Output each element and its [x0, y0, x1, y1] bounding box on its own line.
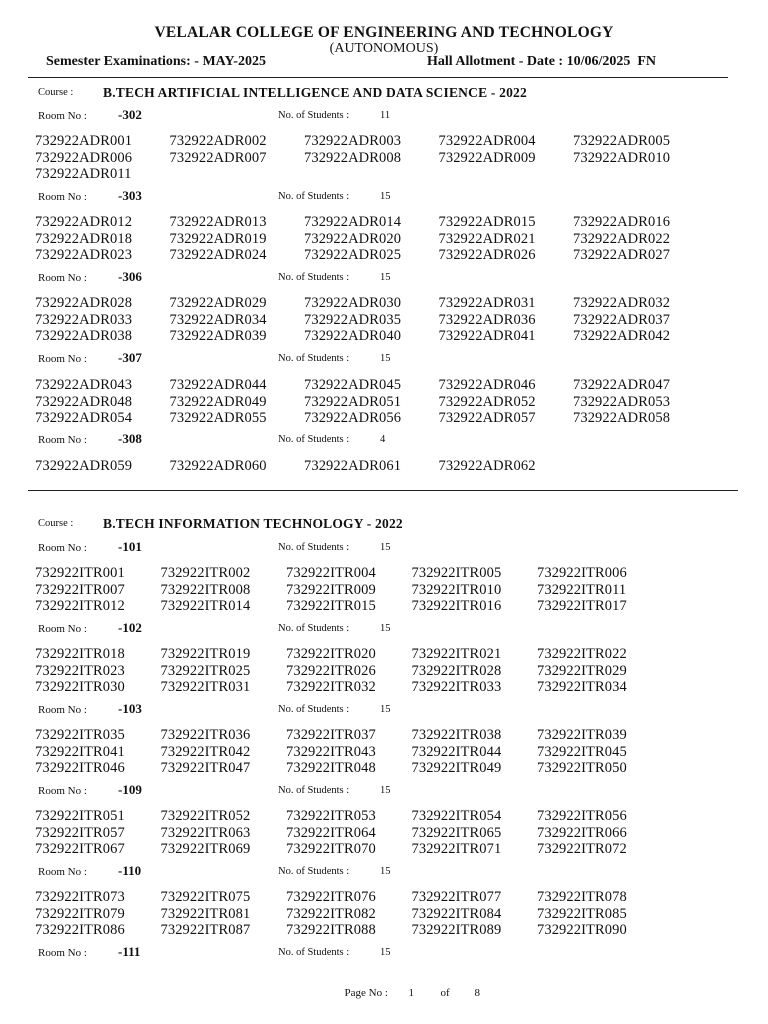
- student-count: 15: [380, 623, 391, 634]
- register-number: 732922ADR025: [304, 247, 402, 263]
- register-number: 732922ITR026: [286, 662, 376, 679]
- register-number: 732922ITR028: [411, 662, 502, 679]
- register-number: 732922ADR008: [304, 149, 402, 166]
- register-number: 732922ITR045: [537, 743, 627, 760]
- register-number: 732922ADR041: [438, 328, 536, 344]
- register-number: 732922ITR078: [537, 889, 627, 905]
- register-number: 732922ITR066: [537, 824, 627, 841]
- register-number: 732922ADR004: [438, 133, 536, 149]
- room-number: -109: [118, 782, 142, 797]
- header-divider: [28, 77, 728, 78]
- register-number: 732922ADR032: [573, 295, 671, 311]
- register-number: 732922ITR056: [537, 808, 627, 824]
- students-label: No. of Students :: [278, 785, 350, 796]
- register-number: 732922ADR031: [438, 295, 536, 311]
- register-number: 732922ITR039: [537, 727, 627, 743]
- student-count: 15: [380, 785, 391, 796]
- autonomous-status: (AUTONOMOUS): [329, 41, 439, 56]
- register-number: 732922ITR014: [160, 598, 251, 614]
- register-list: [35, 808, 663, 858]
- register-number: 732922ADR015: [438, 214, 536, 230]
- register-number: 732922ADR018: [35, 230, 133, 247]
- register-number: 732922ADR009: [438, 149, 536, 166]
- register-number: 732922ADR055: [169, 410, 267, 426]
- register-number: 732922ITR023: [35, 662, 125, 679]
- register-number: 732922ITR005: [411, 565, 502, 581]
- student-count: 15: [380, 353, 391, 364]
- register-number: 732922ITR006: [537, 565, 627, 581]
- register-number: 732922ADR003: [304, 133, 402, 149]
- room-number: -303: [118, 188, 142, 203]
- register-list: [35, 458, 708, 475]
- register-number: 732922ITR090: [537, 922, 627, 938]
- register-number: 732922ADR007: [169, 149, 267, 166]
- register-number: 732922ADR047: [573, 377, 671, 393]
- register-number: 732922ADR043: [35, 377, 133, 393]
- course-label: Course :: [38, 518, 74, 529]
- room-header: [38, 944, 458, 960]
- register-number: 732922ITR086: [35, 922, 125, 938]
- register-number: 732922ITR033: [411, 679, 502, 695]
- register-number: 732922ITR012: [35, 598, 125, 614]
- page-number: 1: [408, 987, 414, 999]
- register-number: 732922ITR054: [411, 808, 502, 824]
- register-number: 732922ADR053: [573, 393, 671, 410]
- register-number: 732922ITR077: [411, 889, 502, 905]
- register-number: 732922ADR045: [304, 377, 402, 393]
- room-header: [38, 350, 458, 366]
- student-count: 15: [380, 191, 391, 202]
- register-number: 732922ITR032: [286, 679, 376, 695]
- register-number: 732922ADR028: [35, 295, 133, 311]
- register-number: 732922ADR016: [573, 214, 671, 230]
- register-number: 732922ADR010: [573, 149, 671, 166]
- register-number: 732922ITR087: [160, 922, 251, 938]
- room-number: -302: [118, 107, 142, 122]
- register-number: 732922ITR069: [160, 841, 251, 857]
- register-number: 732922ITR036: [160, 727, 251, 743]
- register-number: 732922ITR002: [160, 565, 251, 581]
- register-number: 732922ADR042: [573, 328, 671, 344]
- register-number: 732922ADR036: [438, 311, 536, 328]
- register-number: 732922ITR088: [286, 922, 376, 938]
- register-number: 732922ITR015: [286, 598, 376, 614]
- register-number: 732922ADR044: [169, 377, 267, 393]
- register-number: 732922ADR005: [573, 133, 671, 149]
- register-number: 732922ADR027: [573, 247, 671, 263]
- register-number: 732922ITR072: [537, 841, 627, 857]
- student-count: 15: [380, 542, 391, 553]
- register-number: 732922ADR038: [35, 328, 133, 344]
- register-number: 732922ITR085: [537, 905, 627, 922]
- section-divider: [28, 490, 738, 491]
- register-number: 732922ITR063: [160, 824, 251, 841]
- register-number: 732922ADR033: [35, 311, 133, 328]
- student-count: 11: [380, 110, 391, 121]
- register-number: 732922ITR070: [286, 841, 376, 857]
- register-number: 732922ITR052: [160, 808, 251, 824]
- room-number: -102: [118, 620, 142, 635]
- register-list: [35, 214, 708, 264]
- register-number: 732922ITR017: [537, 598, 627, 614]
- students-label: No. of Students :: [278, 272, 350, 283]
- room-number: -308: [118, 431, 142, 446]
- register-number: 732922ADR012: [35, 214, 133, 230]
- students-label: No. of Students :: [278, 542, 350, 553]
- register-number: 732922ITR064: [286, 824, 376, 841]
- register-number: 732922ADR057: [438, 410, 536, 426]
- students-label: No. of Students :: [278, 434, 350, 445]
- register-number: 732922ADR058: [573, 410, 671, 426]
- register-number: 732922ITR004: [286, 565, 376, 581]
- register-number: 732922ADR062: [438, 458, 536, 474]
- room-header: [38, 188, 458, 204]
- register-number: 732922ADR046: [438, 377, 536, 393]
- register-number: 732922ITR010: [411, 581, 502, 598]
- room-number: -111: [118, 944, 141, 959]
- register-list: [35, 889, 663, 939]
- register-number: 732922ITR082: [286, 905, 376, 922]
- register-number: 732922ADR011: [35, 166, 132, 182]
- register-number: 732922ADR020: [304, 230, 402, 247]
- room-label: Room No :: [38, 785, 87, 797]
- room-header: [38, 863, 458, 879]
- room-header: [38, 539, 458, 555]
- register-number: 732922ITR084: [411, 905, 502, 922]
- student-count: 15: [380, 866, 391, 877]
- register-number: 732922ITR021: [411, 646, 502, 662]
- semester-title: Semester Examinations: - MAY-2025: [46, 54, 266, 69]
- register-number: 732922ITR031: [160, 679, 251, 695]
- register-number: 732922ITR029: [537, 662, 627, 679]
- register-number: 732922ITR089: [411, 922, 502, 938]
- register-number: 732922ITR018: [35, 646, 125, 662]
- register-number: 732922ITR009: [286, 581, 376, 598]
- register-number: 732922ITR043: [286, 743, 376, 760]
- register-number: 732922ITR019: [160, 646, 251, 662]
- register-number: 732922ITR057: [35, 824, 125, 841]
- register-number: 732922ITR001: [35, 565, 125, 581]
- student-count: 4: [380, 434, 386, 445]
- register-number: 732922ADR037: [573, 311, 671, 328]
- register-number: 732922ITR020: [286, 646, 376, 662]
- student-count: 15: [380, 704, 391, 715]
- register-number: 732922ADR023: [35, 247, 133, 263]
- register-number: 732922ITR075: [160, 889, 251, 905]
- register-number: 732922ITR042: [160, 743, 251, 760]
- course-name: B.TECH INFORMATION TECHNOLOGY - 2022: [103, 516, 403, 531]
- register-number: 732922ADR035: [304, 311, 402, 328]
- register-number: 732922ITR076: [286, 889, 376, 905]
- students-label: No. of Students :: [278, 353, 350, 364]
- register-number: 732922ADR019: [169, 230, 267, 247]
- register-number: 732922ITR046: [35, 760, 125, 776]
- register-list: [35, 295, 708, 345]
- register-number: 732922ADR040: [304, 328, 402, 344]
- register-number: 732922ITR030: [35, 679, 125, 695]
- register-number: 732922ADR048: [35, 393, 133, 410]
- college-name: VELALAR COLLEGE OF ENGINEERING AND TECHNOLOGY: [154, 24, 614, 41]
- register-number: 732922ADR060: [169, 458, 267, 474]
- students-label: No. of Students :: [278, 704, 350, 715]
- register-number: 732922ITR037: [286, 727, 376, 743]
- room-header: [38, 620, 458, 636]
- room-header: [38, 782, 458, 798]
- register-number: 732922ITR081: [160, 905, 251, 922]
- register-number: 732922ADR013: [169, 214, 267, 230]
- register-number: 732922ITR034: [537, 679, 627, 695]
- register-number: 732922ADR014: [304, 214, 402, 230]
- register-number: 732922ADR002: [169, 133, 267, 149]
- room-number: -103: [118, 701, 142, 716]
- register-list: [35, 727, 663, 777]
- register-number: 732922ITR071: [411, 841, 502, 857]
- room-number: -306: [118, 269, 142, 284]
- student-count: 15: [380, 272, 391, 283]
- register-number: 732922ADR051: [304, 393, 402, 410]
- register-number: 732922ADR039: [169, 328, 267, 344]
- room-label: Room No :: [38, 704, 87, 716]
- register-list: [35, 646, 663, 696]
- register-number: 732922ADR054: [35, 410, 133, 426]
- register-number: 732922ITR047: [160, 760, 251, 776]
- room-label: Room No :: [38, 110, 87, 122]
- room-label: Room No :: [38, 272, 87, 284]
- student-count: 15: [380, 947, 391, 958]
- of-label: of: [440, 987, 450, 999]
- register-number: 732922ITR065: [411, 824, 502, 841]
- page-total: 8: [474, 987, 480, 999]
- students-label: No. of Students :: [278, 623, 350, 634]
- room-label: Room No :: [38, 353, 87, 365]
- register-number: 732922ADR056: [304, 410, 402, 426]
- room-label: Room No :: [38, 947, 87, 959]
- students-label: No. of Students :: [278, 191, 350, 202]
- register-list: [35, 565, 663, 615]
- register-number: 732922ADR049: [169, 393, 267, 410]
- register-number: 732922ITR079: [35, 905, 125, 922]
- register-number: 732922ITR008: [160, 581, 251, 598]
- register-number: 732922ADR029: [169, 295, 267, 311]
- register-number: 732922ITR011: [537, 581, 627, 598]
- register-list: [35, 377, 708, 427]
- register-number: 732922ADR021: [438, 230, 536, 247]
- register-number: 732922ADR061: [304, 458, 402, 474]
- room-label: Room No :: [38, 434, 87, 446]
- room-header: [38, 431, 458, 447]
- register-number: 732922ADR034: [169, 311, 267, 328]
- register-number: 732922ITR049: [411, 760, 502, 776]
- room-label: Room No :: [38, 542, 87, 554]
- register-number: 732922ITR038: [411, 727, 502, 743]
- register-number: 732922ITR022: [537, 646, 627, 662]
- register-number: 732922ITR041: [35, 743, 125, 760]
- students-label: No. of Students :: [278, 110, 350, 121]
- page-footer: [339, 975, 480, 999]
- room-label: Room No :: [38, 866, 87, 878]
- register-number: 732922ADR059: [35, 458, 133, 474]
- room-header: [38, 269, 458, 285]
- hall-allotment-date: Hall Allotment - Date : 10/06/2025 FN: [427, 54, 657, 69]
- course-label: Course :: [38, 87, 74, 98]
- register-number: 732922ADR006: [35, 149, 133, 166]
- course-name: B.TECH ARTIFICIAL INTELLIGENCE AND DATA SCIENCE - 2022: [103, 85, 527, 100]
- register-number: 732922ADR026: [438, 247, 536, 263]
- students-label: No. of Students :: [278, 947, 350, 958]
- page-label: Page No :: [344, 987, 388, 999]
- room-header: [38, 701, 458, 717]
- register-number: 732922ITR073: [35, 889, 125, 905]
- register-number: 732922ITR044: [411, 743, 502, 760]
- room-number: -110: [118, 863, 142, 878]
- room-header: [38, 107, 458, 123]
- register-number: 732922ITR048: [286, 760, 376, 776]
- register-number: 732922ITR053: [286, 808, 376, 824]
- students-label: No. of Students :: [278, 866, 350, 877]
- room-label: Room No :: [38, 623, 87, 635]
- register-number: 732922ITR016: [411, 598, 502, 614]
- register-number: 732922ITR035: [35, 727, 125, 743]
- register-number: 732922ADR001: [35, 133, 133, 149]
- register-number: 732922ADR052: [438, 393, 536, 410]
- register-number: 732922ADR030: [304, 295, 402, 311]
- room-number: -307: [118, 350, 142, 365]
- room-number: -101: [118, 539, 142, 554]
- register-number: 732922ITR051: [35, 808, 125, 824]
- register-number: 732922ADR024: [169, 247, 267, 263]
- register-number: 732922ITR067: [35, 841, 125, 857]
- register-list: [35, 133, 708, 183]
- register-number: 732922ITR050: [537, 760, 627, 776]
- room-label: Room No :: [38, 191, 87, 203]
- register-number: 732922ADR022: [573, 230, 671, 247]
- register-number: 732922ITR007: [35, 581, 125, 598]
- register-number: 732922ITR025: [160, 662, 251, 679]
